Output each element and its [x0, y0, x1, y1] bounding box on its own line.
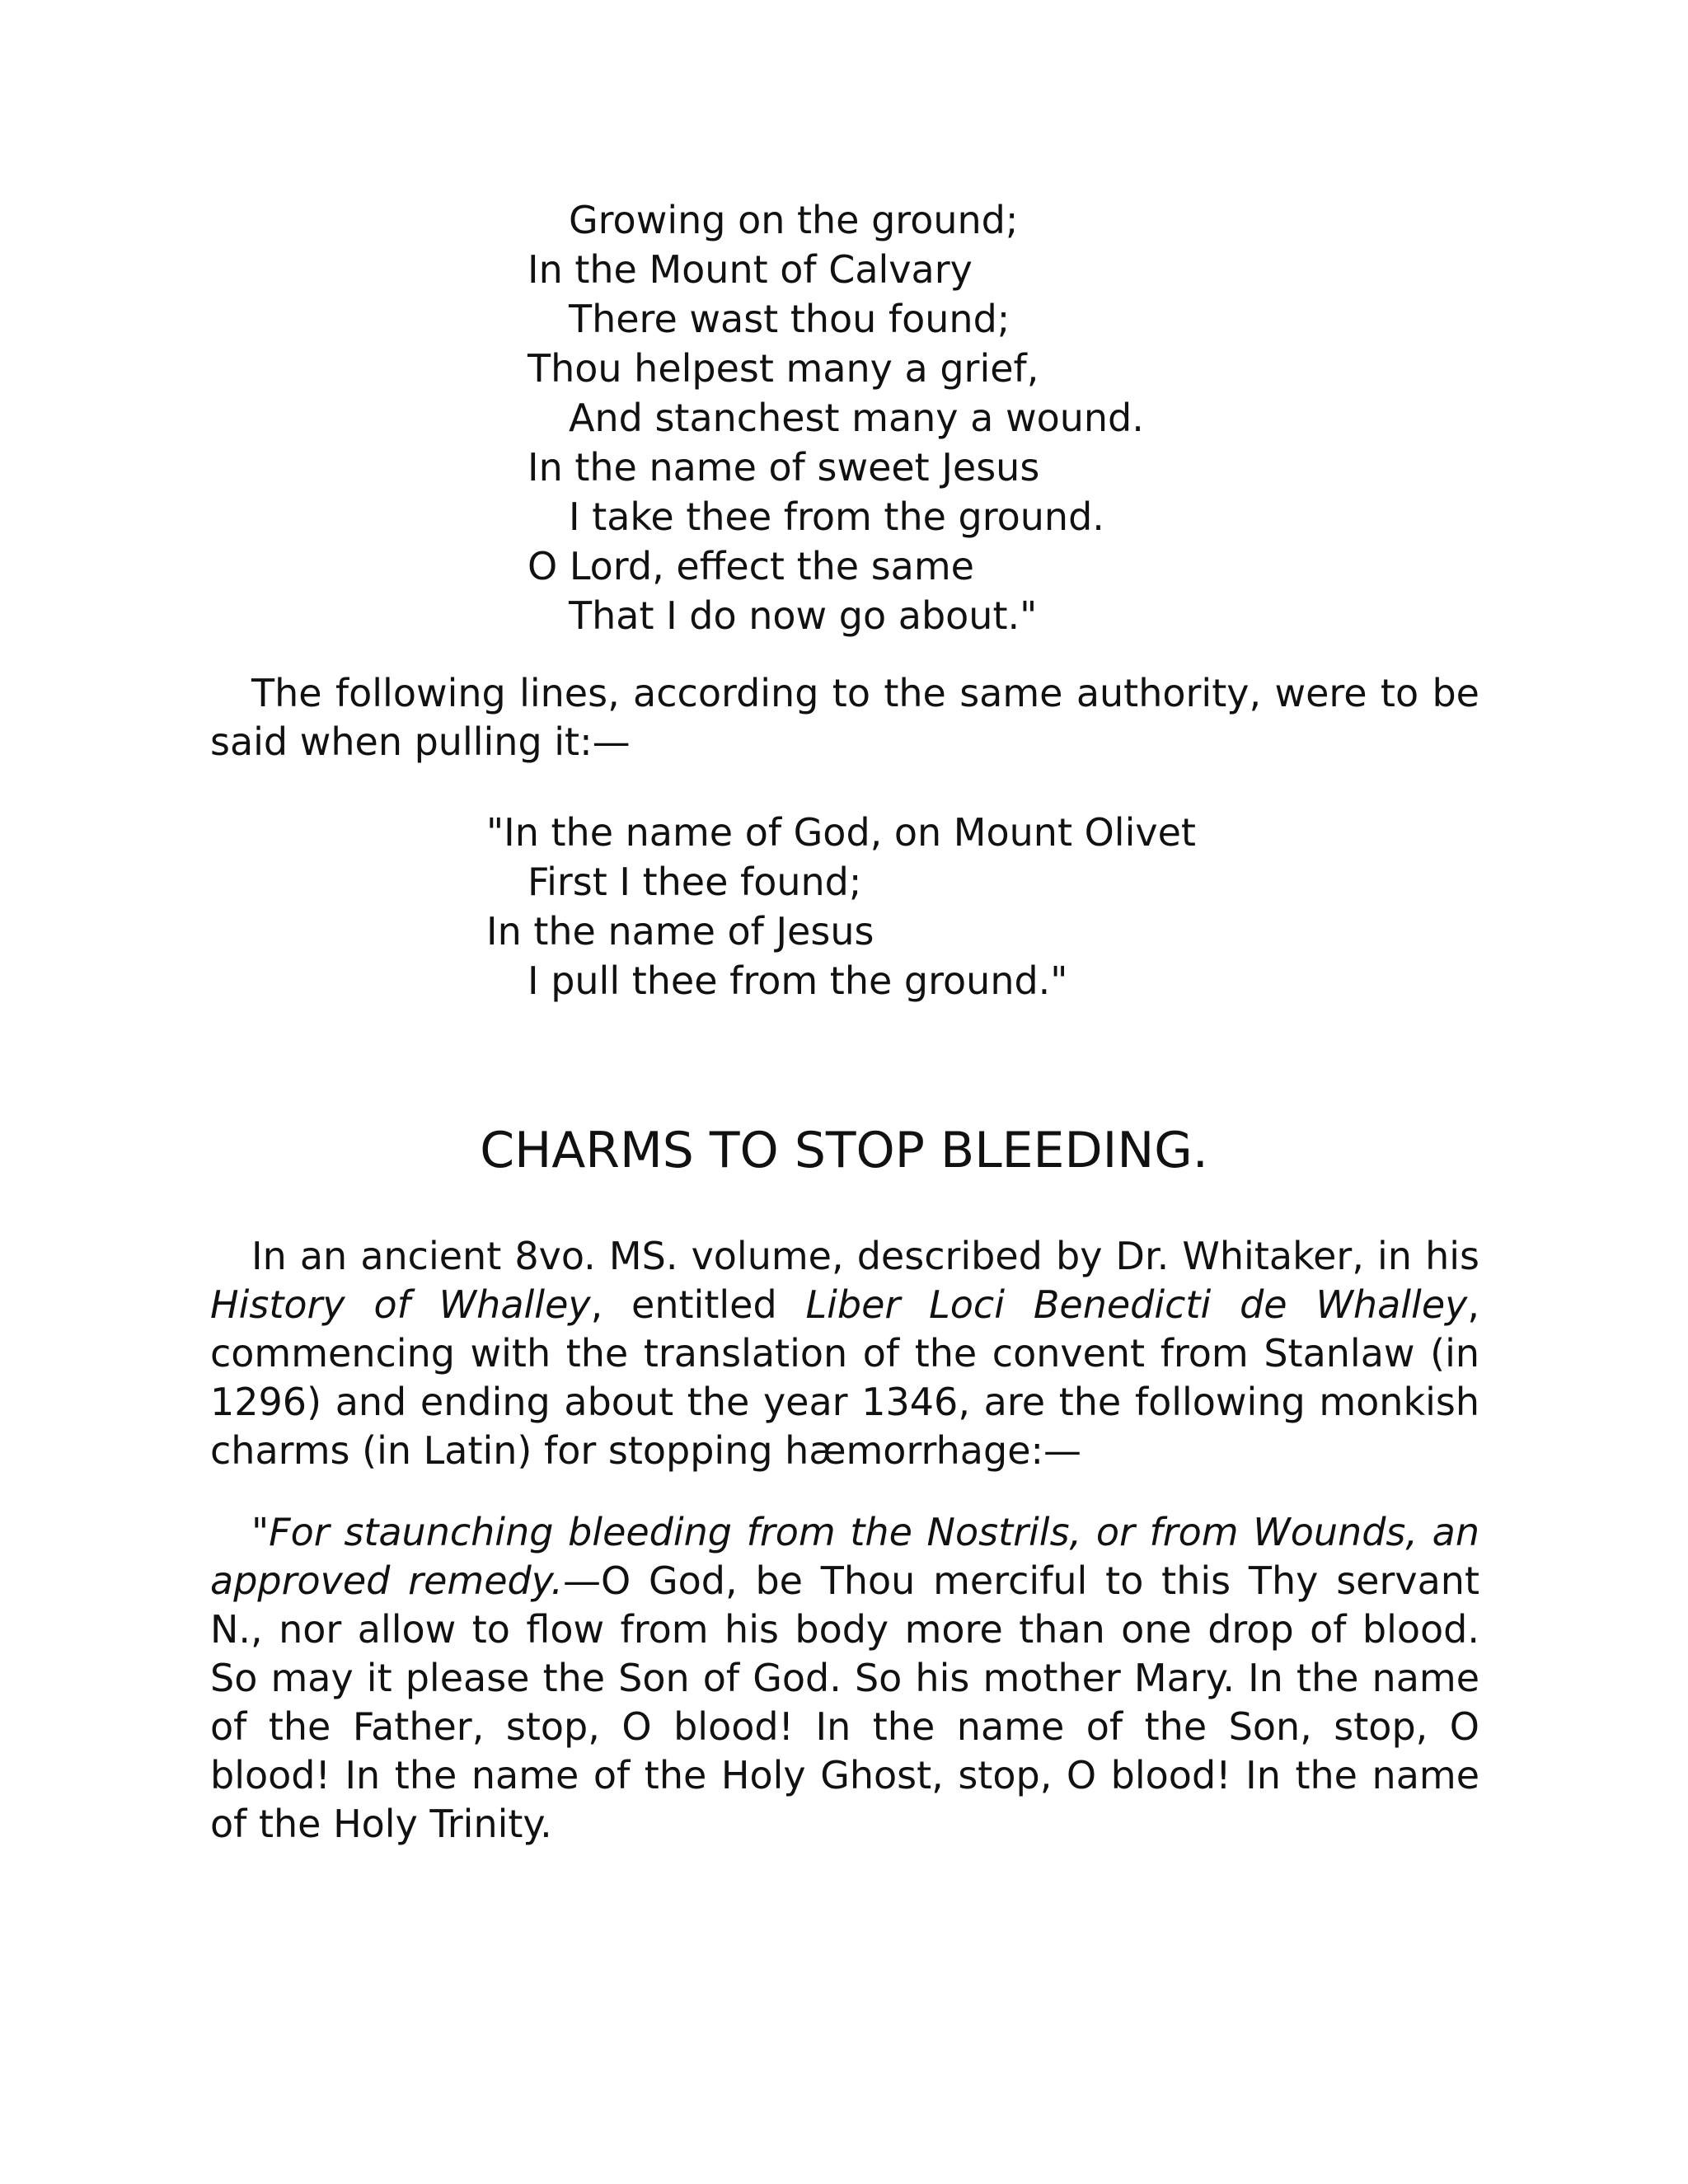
- verse-line: Growing on the ground;: [569, 198, 1019, 242]
- verse-line: In the name of sweet Jesus: [528, 445, 1040, 490]
- text-run: In an ancient 8vo. MS. volume, described by Dr. Whitaker, in his: [251, 1234, 1479, 1278]
- verse-line: Thou helpest many a grief,: [528, 346, 1039, 391]
- verse-line: And stanchest many a wound.: [569, 396, 1144, 440]
- text-run: , entitled: [590, 1282, 806, 1327]
- body-paragraph-pulling: The following lines, according to the same authority, were to be said when pulling it:—: [210, 671, 1479, 764]
- body-paragraph-charm: [210, 1508, 1479, 1849]
- verse-line: That I do now go about.": [569, 593, 1038, 638]
- verse-line: I take thee from the ground.: [569, 494, 1104, 539]
- book-title-italic: History of Whalley: [210, 1282, 591, 1327]
- text-run: ": [251, 1510, 270, 1554]
- verse-line: O Lord, effect the same: [528, 544, 974, 588]
- verse-line: In the Mount of Calvary: [528, 247, 973, 292]
- body-paragraph-manuscript: [210, 1232, 1479, 1475]
- section-heading: CHARMS TO STOP BLEEDING.: [480, 1122, 1208, 1179]
- verse-block-calvary: [528, 195, 1144, 640]
- verse-line: "In the name of God, on Mount Olivet: [486, 810, 1196, 855]
- verse-line: There wast thou found;: [569, 297, 1010, 341]
- charm-title-italic: For staunching bleeding from the Nostrils, or from Wounds, an approved remedy.: [210, 1510, 1479, 1603]
- verse-line: First I thee found;: [528, 860, 862, 904]
- text-run: —O God, be Thou merciful to this Thy servant N., nor allow to flow from his body more than one drop of blood. So may it please the Son of God. So his mother Mary. In the name of the Father, stop, O blood! In the name of the Son, stop, O blood! In the name of the Holy Ghost, stop, O blood! In the name of the Holy Trinity.: [210, 1558, 1479, 1846]
- book-title-italic: Liber Loci Benedicti de Whalley: [805, 1282, 1468, 1327]
- verse-line: I pull thee from the ground.": [528, 958, 1068, 1003]
- verse-line: In the name of Jesus: [486, 909, 874, 954]
- verse-block-olivet: [486, 808, 1196, 1005]
- text-run: , commencing with the translation of the convent from Stanlaw (in 1296) and ending about the year 1346, are the following monkish charms (in Latin) for stopping hæmorrhage:—: [210, 1282, 1479, 1473]
